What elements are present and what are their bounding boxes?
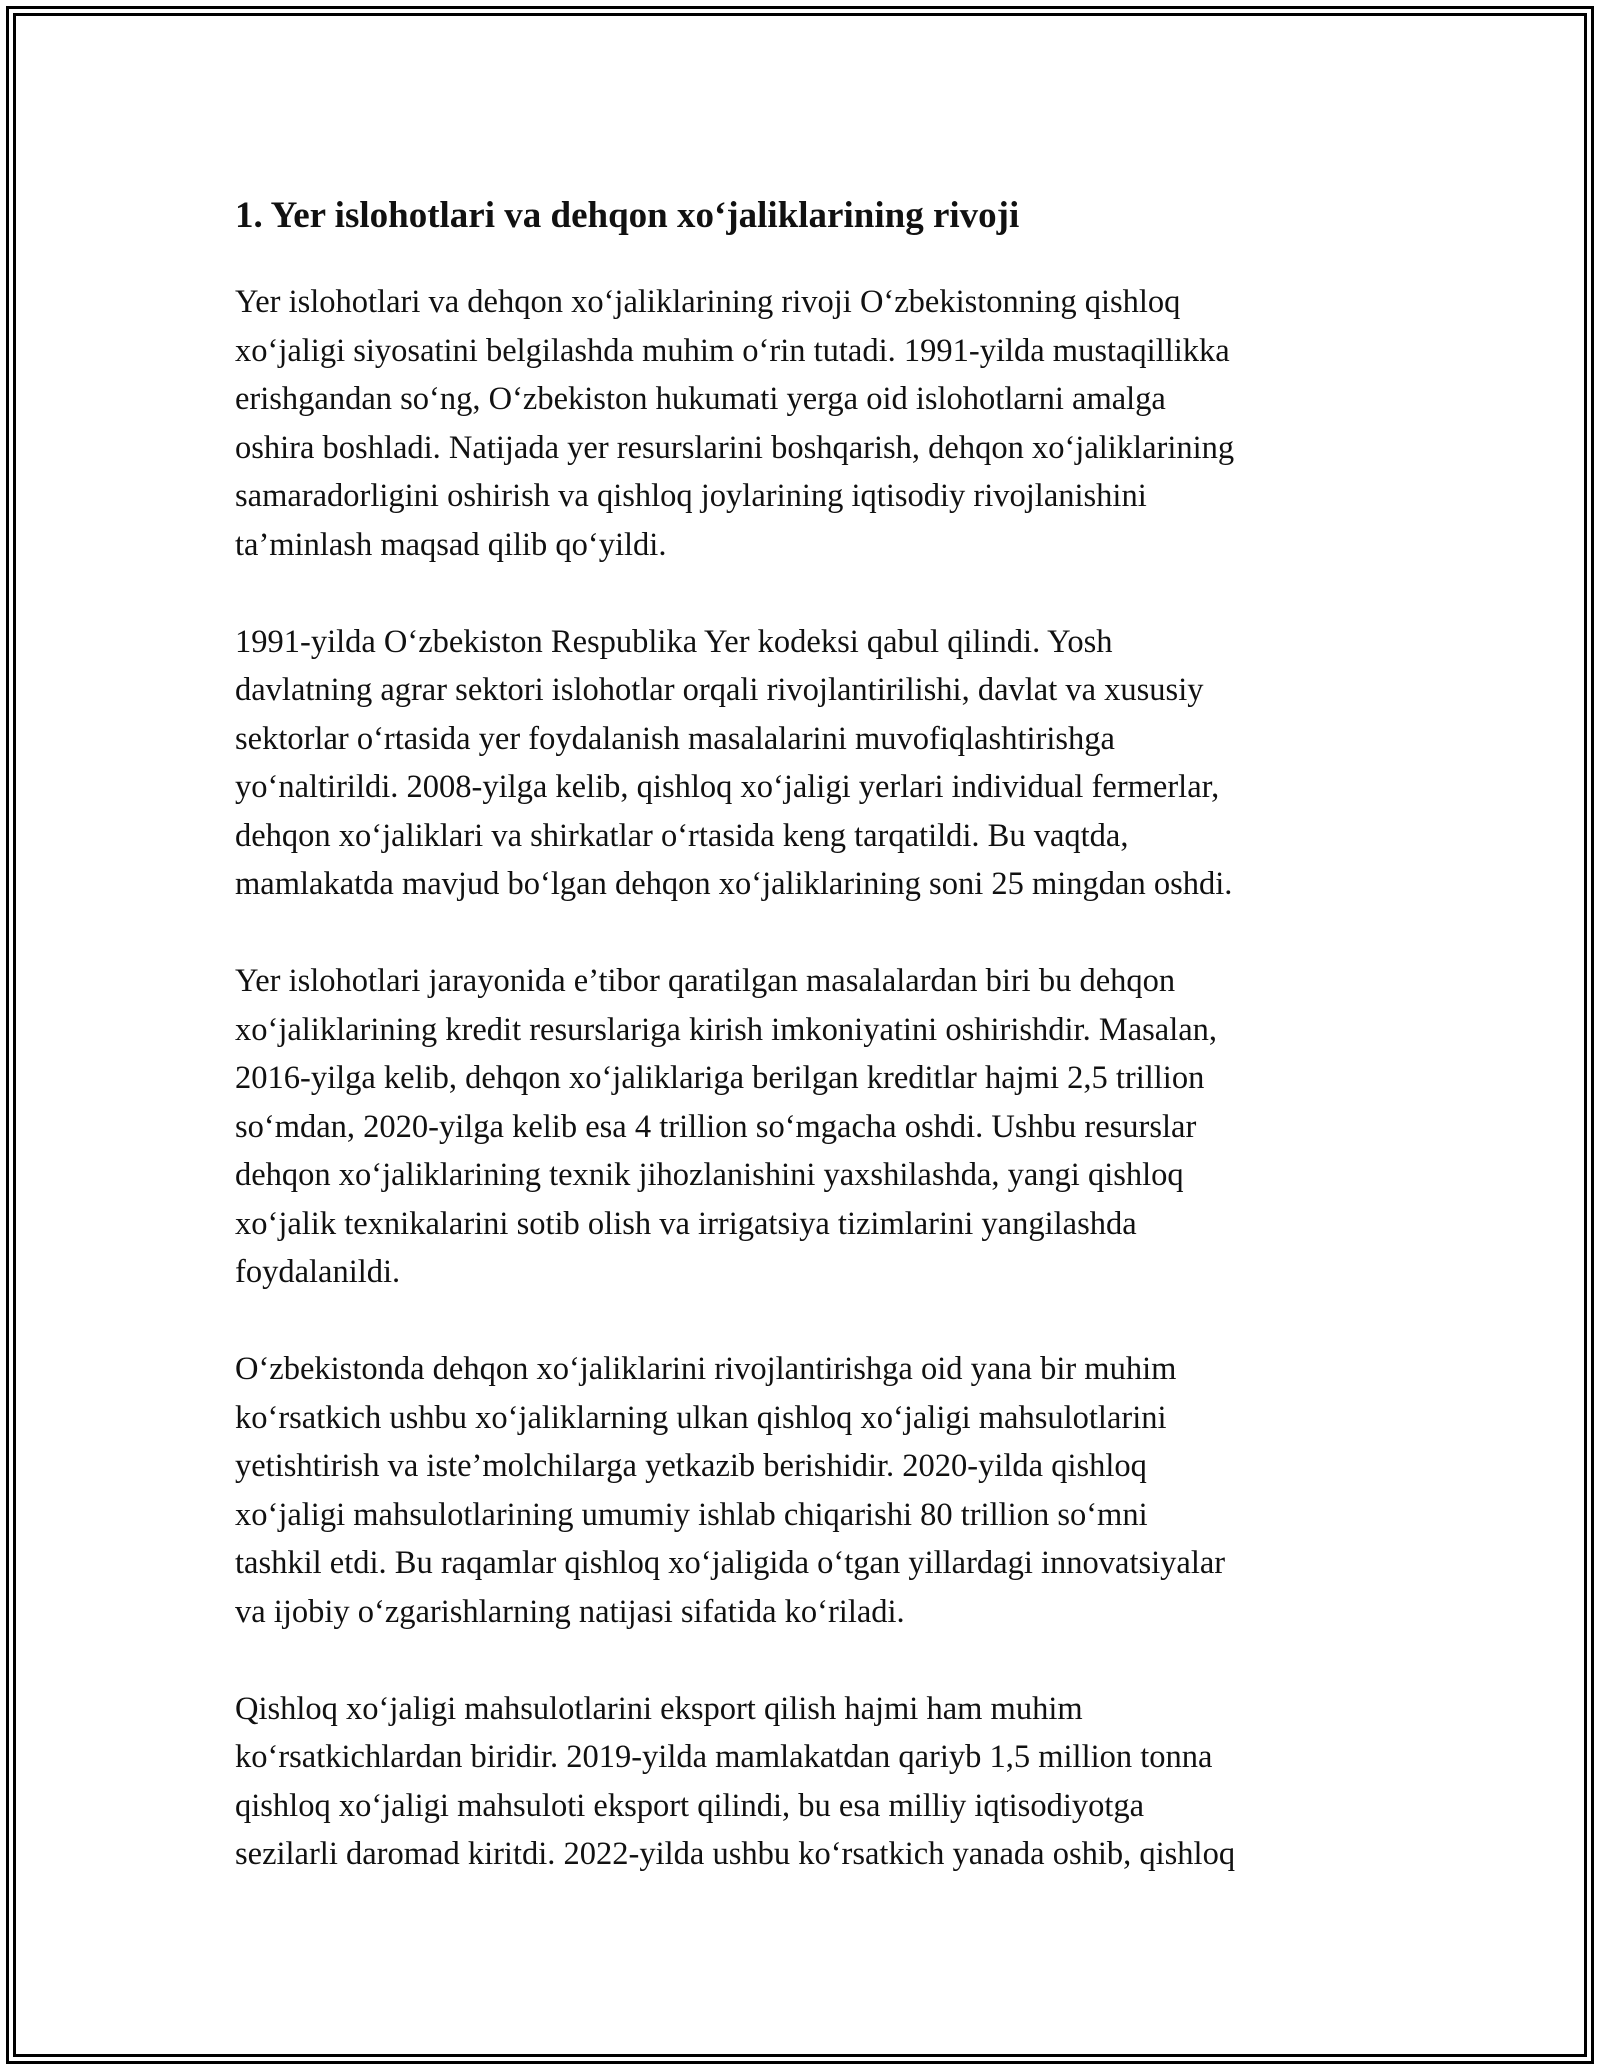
text-line: dehqon xo‘jaliklarining texnik jihozlanishini yaxshilashda, yangi qishloq [235, 1157, 1184, 1193]
text-line: Yer islohotlari jarayonida e’tibor qaratilgan masalalardan biri bu dehqon [235, 963, 1176, 999]
text-line: tashkil etdi. Bu raqamlar qishloq xo‘jaligida o‘tgan yillardagi innovatsiyalar [235, 1545, 1226, 1581]
text-line: sektorlar o‘rtasida yer foydalanish masalalarini muvofiqlashtirishga [235, 720, 1115, 757]
paragraph-5 [235, 1685, 1370, 1879]
paragraph-1 [235, 278, 1370, 569]
text-line: so‘mdan, 2020-yilga kelib esa 4 trillion so‘mgacha oshdi. Ushbu resurslar [235, 1108, 1197, 1145]
text-line: xo‘jalik texnikalarini sotib olish va irrigatsiya tizimlarini yangilashda [235, 1205, 1137, 1242]
text-line: yetishtirish va iste’molchilarga yetkazib berishidir. 2020-yilda qishloq [235, 1448, 1147, 1484]
text-line: oshira boshladi. Natijada yer resurslarini boshqarish, dehqon xo‘jaliklarining [235, 429, 1235, 466]
text-line: xo‘jaligi siyosatini belgilashda muhim o‘rin tutadi. 1991-yilda mustaqillikka [235, 332, 1230, 369]
document-body [235, 188, 1370, 1927]
text-line: ta’minlash maqsad qilib qo‘yildi. [235, 526, 667, 563]
text-line: Yer islohotlari va dehqon xo‘jaliklarining rivoji O‘zbekistonning qishloq [235, 284, 1181, 320]
text-line: xo‘jaliklarining kredit resurslariga kirish imkoniyatini oshirishdir. Masalan, [235, 1011, 1218, 1048]
text-line: erishgandan so‘ng, O‘zbekiston hukumati yerga oid islohotlarni amalga [235, 381, 1166, 417]
text-line: 1991-yilda O‘zbekiston Respublika Yer kodeksi qabul qilindi. Yosh [235, 623, 1113, 660]
text-line: 2016-yilga kelib, dehqon xo‘jaliklariga berilgan kreditlar hajmi 2,5 trillion [235, 1060, 1205, 1096]
text-line: mamlakatda mavjud bo‘lgan dehqon xo‘jaliklarining soni 25 mingdan oshdi. [235, 866, 1233, 902]
paragraph-3 [235, 957, 1370, 1297]
text-line: xo‘jaligi mahsulotlarining umumiy ishlab chiqarishi 80 trillion so‘mni [235, 1496, 1148, 1533]
text-line: ko‘rsatkichlardan biridir. 2019-yilda mamlakatdan qariyb 1,5 million tonna [235, 1739, 1213, 1775]
text-line: Qishloq xo‘jaligi mahsulotlarini eksport qilish hajmi ham muhim [235, 1690, 1083, 1727]
text-line: dehqon xo‘jaliklari va shirkatlar o‘rtasida keng tarqatildi. Bu vaqtda, [235, 817, 1129, 854]
text-line: yo‘naltirildi. 2008-yilga kelib, qishloq xo‘jaligi yerlari individual fermerlar, [235, 769, 1220, 805]
text-line: O‘zbekistonda dehqon xo‘jaliklarini rivojlantirishga oid yana bir muhim [235, 1351, 1177, 1387]
text-line: qishloq xo‘jaligi mahsuloti eksport qilindi, bu esa milliy iqtisodiyotga [235, 1787, 1145, 1824]
paragraph-2 [235, 618, 1370, 909]
text-line: sezilarli daromad kiritdi. 2022-yilda ushbu ko‘rsatkich yanada oshib, qishloq [235, 1836, 1236, 1872]
text-line: davlatning agrar sektori islohotlar orqali rivojlantirilishi, davlat va xususiy [235, 672, 1204, 708]
section-heading: 1. Yer islohotlari va dehqon xo‘jaliklarining rivoji [235, 195, 1020, 236]
paragraph-4 [235, 1345, 1370, 1636]
text-line: ko‘rsatkich ushbu xo‘jaliklarning ulkan qishloq xo‘jaligi mahsulotlarini [235, 1399, 1167, 1436]
text-line: va ijobiy o‘zgarishlarning natijasi sifatida ko‘riladi. [235, 1593, 905, 1630]
text-line: foydalanildi. [235, 1254, 401, 1290]
text-line: samaradorligini oshirish va qishloq joylarining iqtisodiy rivojlanishini [235, 478, 1147, 514]
